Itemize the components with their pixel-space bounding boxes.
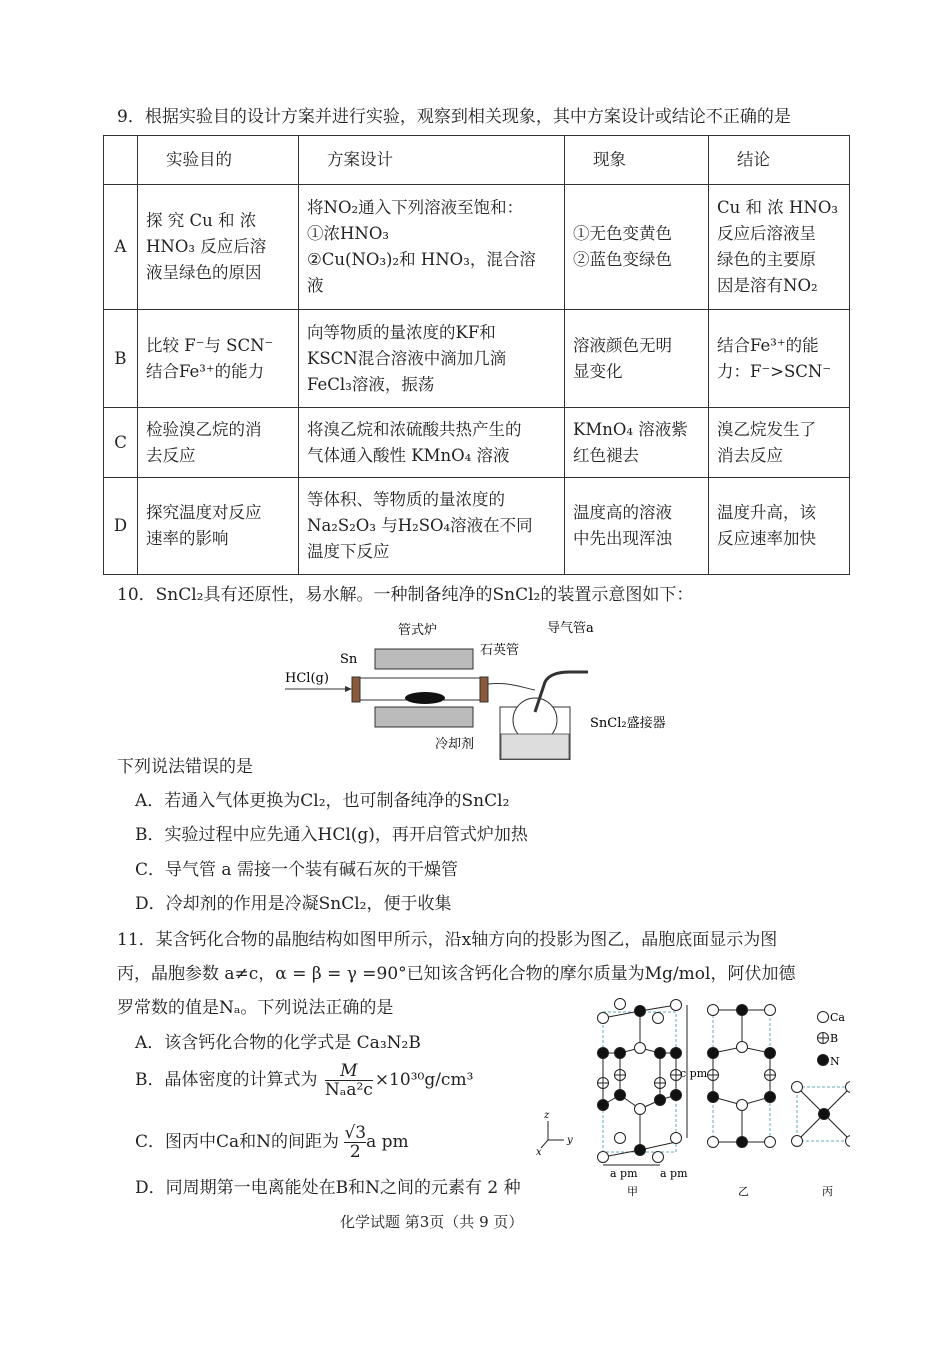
- ca-atom: [708, 1137, 719, 1148]
- cell-line: 绿色的主要原: [717, 250, 816, 269]
- cell-line: 结合Fe³⁺的能: [717, 335, 819, 355]
- label-sn: Sn: [340, 652, 358, 667]
- table-row: [104, 185, 850, 310]
- cell-line: 等体积、等物质的量浓度的: [307, 490, 505, 509]
- fraction-denominator: 2: [349, 1142, 361, 1162]
- cell-line: 液: [307, 276, 324, 295]
- cell-line: ①浓HNO₃: [307, 224, 389, 243]
- q10-option-b: B．实验过程中应先通入HCl(g)，再开启管式炉加热: [135, 825, 528, 845]
- cell-line: 气体通入酸性 KMnO₄ 溶液: [307, 445, 510, 465]
- table-header-row: [104, 136, 850, 185]
- n-atom: [765, 1092, 776, 1103]
- cell-phenomenon: [565, 478, 709, 575]
- q10-stem: 10．SnCl₂具有还原性，易水解。一种制备纯净的SnCl₂的装置示意图如下：: [117, 585, 694, 605]
- cell-line: ②蓝色变绿色: [573, 250, 672, 269]
- cell-line: ①无色变黄色: [573, 224, 672, 243]
- label-a-pm: a pm: [610, 1167, 638, 1180]
- n-atom: [598, 1048, 609, 1059]
- n-atom: [635, 1006, 646, 1017]
- cell-line: 探究温度对反应: [146, 503, 262, 522]
- option-b-text: B．晶体密度的计算式为: [135, 1070, 318, 1090]
- ca-atom: [765, 1137, 776, 1148]
- ca-atom: [598, 1013, 609, 1024]
- axis-y: y: [567, 1135, 573, 1146]
- cell-line: 溴乙烷发生了: [717, 419, 816, 439]
- axes-indicator: [536, 1105, 580, 1155]
- cell-line: KSCN混合溶液中滴加几滴: [307, 348, 507, 368]
- q10-option-c: C．导气管 a 需接一个装有碱石灰的干燥管: [135, 860, 458, 880]
- cell-line: 向等物质的量浓度的KF和: [307, 322, 496, 342]
- q10-prompt: 下列说法错误的是: [117, 757, 253, 777]
- cell-purpose: [138, 408, 299, 478]
- table-row: [104, 310, 850, 408]
- sn-pile: [405, 692, 445, 704]
- n-atom: [737, 1137, 748, 1148]
- apparatus-diagram: [270, 612, 690, 760]
- density-fraction: [325, 1062, 373, 1099]
- page-footer: 化学试题 第3页（共 9 页）: [340, 1213, 524, 1231]
- cell-line: 反应速率加快: [717, 529, 816, 548]
- q11-option-a: A．该含钙化合物的化学式是 Ca₃N₂B: [135, 1033, 421, 1053]
- ca-atom: [653, 1013, 664, 1024]
- n-atom: [615, 1090, 626, 1101]
- cell-line: KMnO₄ 溶液紫: [573, 419, 688, 439]
- cell-phenomenon: [565, 310, 709, 408]
- cell-line: HNO₃ 反应后溶: [146, 237, 267, 256]
- fraction-numerator: √3: [344, 1123, 367, 1143]
- legend-n: N: [830, 1055, 840, 1068]
- ca-atom: [792, 1082, 803, 1093]
- option-c-text: C．图丙中Ca和N的间距为: [135, 1132, 340, 1152]
- fraction-numerator: M: [325, 1062, 373, 1081]
- ca-atom: [846, 1136, 851, 1147]
- coolant: [501, 734, 569, 759]
- cell-line: 反应后溶液呈: [717, 224, 816, 243]
- cell-conclusion: [709, 478, 850, 575]
- legend-b: B: [830, 1032, 839, 1045]
- option-c-suffix: a pm: [366, 1132, 409, 1152]
- n-atom: [635, 1145, 646, 1156]
- q11-stem-line1: 11．某含钙化合物的晶胞结构如图甲所示，沿x轴方向的投影为图乙，晶胞底面显示为图: [117, 930, 778, 950]
- cell-line: 比较 F⁻与 SCN⁻: [146, 335, 274, 355]
- n-atom: [615, 1048, 626, 1059]
- cell-line: 去反应: [146, 445, 196, 465]
- cell-conclusion: [709, 310, 850, 408]
- cell-purpose: [138, 478, 299, 575]
- table-row: [104, 408, 850, 478]
- ca-atom: [708, 1005, 719, 1016]
- cell-line: 液呈绿色的原因: [146, 263, 262, 282]
- cell-line: 力：F⁻>SCN⁻: [717, 361, 832, 381]
- label-receiver: SnCl₂盛接器: [590, 716, 666, 731]
- cell-line: 温度升高，该: [717, 503, 816, 522]
- crystal-figure: [590, 995, 850, 1200]
- ca-atom: [671, 1000, 682, 1011]
- q11-option-c: [135, 1124, 409, 1161]
- ca-atom: [737, 1100, 748, 1111]
- n-atom: [598, 1100, 609, 1111]
- header-conclusion: 结论: [709, 136, 850, 185]
- cell-line: 溶液颜色无明: [573, 335, 672, 355]
- ca-atom: [737, 1042, 748, 1053]
- n-atom: [708, 1048, 719, 1059]
- cell-conclusion: [709, 185, 850, 310]
- cell-line: 因是溶有NO₂: [717, 276, 818, 295]
- header-purpose: 实验目的: [138, 136, 299, 185]
- cell-design: [299, 408, 565, 478]
- ca-atom: [615, 999, 626, 1010]
- cell-line: 将NO₂通入下列溶液至饱和：: [307, 198, 524, 217]
- cell-line: 中先出现浑浊: [573, 529, 672, 548]
- n-atom: [655, 1095, 666, 1106]
- ca-atom: [598, 1152, 609, 1163]
- label-a-pm-2: a pm: [660, 1167, 688, 1180]
- cell-line: 结合Fe³⁺的能力: [146, 361, 265, 381]
- n-atom: [765, 1048, 776, 1059]
- label-hcl: HCl(g): [285, 671, 329, 686]
- cell-purpose: [138, 185, 299, 310]
- option-b-suffix: ×10³⁰g/cm³: [374, 1070, 474, 1090]
- q10-option-a: A．若通入气体更换为Cl₂，也可制备纯净的SnCl₂: [135, 791, 510, 811]
- label-furnace: 管式炉: [398, 623, 438, 638]
- cell-line: Cu 和 浓 HNO₃: [717, 198, 838, 217]
- cell-phenomenon: [565, 408, 709, 478]
- cell-design: [299, 478, 565, 575]
- table-row: [104, 478, 850, 575]
- header-phenomenon: 现象: [565, 136, 709, 185]
- q10-option-d: D．冷却剂的作用是冷凝SnCl₂，便于收集: [135, 894, 452, 914]
- ca-atom: [792, 1136, 803, 1147]
- cell-line: ②Cu(NO₃)₂和 HNO₃，混合溶: [307, 250, 536, 269]
- furnace-top: [375, 649, 473, 669]
- cell-purpose: [138, 310, 299, 408]
- label-tube-a: 导气管a: [547, 621, 594, 636]
- label-coolant: 冷却剂: [435, 737, 475, 752]
- cell-line: Na₂S₂O₃ 与H₂SO₄溶液在不同: [307, 516, 533, 535]
- cell-line: 检验溴乙烷的消: [146, 419, 262, 439]
- cell-line: 消去反应: [717, 445, 783, 465]
- cell-phenomenon: [565, 185, 709, 310]
- cell-line: 显变化: [573, 361, 623, 381]
- q9-stem: 9．根据实验目的设计方案并进行实验，观察到相关现象，其中方案设计或结论不正确的是: [117, 107, 791, 127]
- row-key: C: [104, 408, 138, 478]
- n-atom: [708, 1092, 719, 1103]
- furnace-bottom: [375, 707, 473, 727]
- caption-jia: 甲: [627, 1185, 638, 1198]
- row-key: A: [104, 185, 138, 310]
- n-atom: [819, 1109, 830, 1120]
- header-key: [104, 136, 138, 185]
- cell-line: FeCl₃溶液，振荡: [307, 374, 435, 394]
- cell-line: 探 究 Cu 和 浓: [146, 211, 257, 230]
- cell-conclusion: [709, 408, 850, 478]
- axis-z: z: [544, 1110, 550, 1121]
- header-design: 方案设计: [299, 136, 565, 185]
- ca-atom: [818, 1012, 829, 1023]
- fraction-denominator: Nₐa²c: [324, 1080, 373, 1100]
- row-key: D: [104, 478, 138, 575]
- ca-atom: [846, 1082, 851, 1093]
- n-atom: [671, 1048, 682, 1059]
- n-atom: [655, 1048, 666, 1059]
- q11-option-b: [135, 1062, 473, 1099]
- ca-atom: [653, 1152, 664, 1163]
- cell-line: 速率的影响: [146, 529, 229, 548]
- cell-line: 温度高的溶液: [573, 503, 672, 522]
- n-atom: [818, 1055, 829, 1066]
- ca-atom: [671, 1133, 682, 1144]
- label-quartz: 石英管: [480, 643, 520, 658]
- ca-atom: [615, 1133, 626, 1144]
- cell-line: 温度下反应: [307, 542, 390, 561]
- q11-stem-line2: 丙，晶胞参数 a≠c，α = β = γ =90°已知该含钙化合物的摩尔质量为Mg/mol，阿伏加德: [117, 964, 796, 984]
- cell-design: [299, 310, 565, 408]
- n-atom: [737, 1005, 748, 1016]
- ca-atom: [765, 1005, 776, 1016]
- cell-line: 将溴乙烷和浓硫酸共热产生的: [307, 419, 522, 439]
- q11-option-d: D．同周期第一电离能处在B和N之间的元素有 2 种: [135, 1178, 521, 1198]
- row-key: B: [104, 310, 138, 408]
- label-c-pm: c pm: [680, 1067, 708, 1080]
- ca-atom: [635, 1104, 646, 1115]
- q11-stem-line3: 罗常数的值是Nₐ。下列说法正确的是: [117, 998, 394, 1018]
- distance-fraction: [344, 1124, 366, 1161]
- legend-ca: Ca: [830, 1011, 845, 1024]
- n-atom: [671, 1090, 682, 1101]
- cell-design: [299, 185, 565, 310]
- caption-bing: 丙: [822, 1185, 833, 1198]
- ca-atom: [635, 1043, 646, 1054]
- axis-x: x: [536, 1147, 542, 1155]
- caption-yi: 乙: [738, 1185, 749, 1198]
- cell-line: 红色褪去: [573, 445, 639, 465]
- q9-table: [103, 135, 850, 575]
